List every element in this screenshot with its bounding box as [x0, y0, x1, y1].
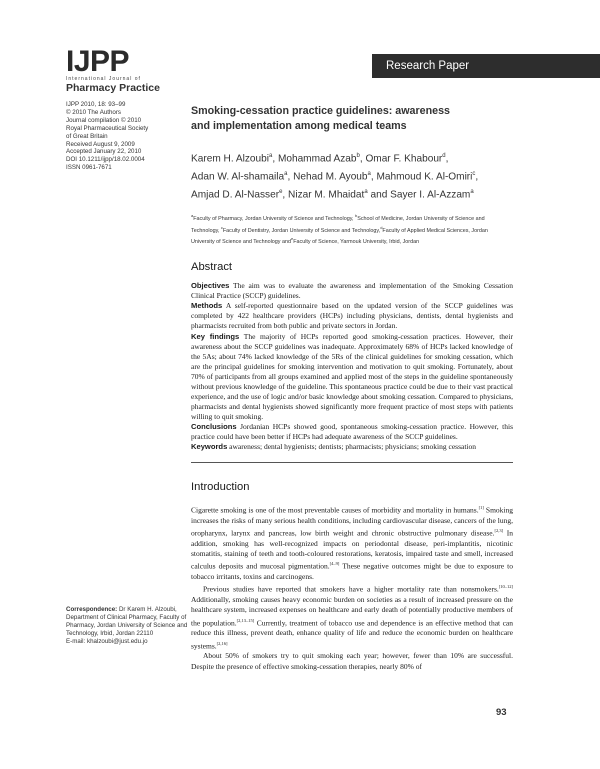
introduction-paragraph [191, 503, 513, 582]
affiliation-mark: b [355, 213, 358, 219]
introduction-heading: Introduction [191, 481, 250, 494]
citation-ref: [4–9] [329, 561, 340, 567]
author-affiliation-mark: d [442, 153, 446, 160]
abstract-text: Jordanian HCPs showed good, spontaneous smoking-cessation practice. However, this practice could have been better if HCPs had adequate awareness of the SCCP guidelines. [191, 421, 513, 441]
author-list: Karem H. Alzoubi$^a$, Mohammad Azab$^b$, Omar F. Khabour$^d$, Adan W. Al-shamaila$^a$, Nehad M. Ayoub$^a$, Mahmoud K. Al-Omiri$^c$, Amjad D. Al-Nasser$^e$, Nizar M. Mhaidat$^a$ and Sayer I. Al-Azzam$^a$ [191, 153, 479, 200]
author-affiliation-mark: c [472, 170, 476, 177]
citation-ref: [2,3] [494, 528, 504, 534]
affiliation-text: Faculty of Pharmacy, Jordan University of Science and Technology, [193, 215, 356, 222]
article-type-banner: Research Paper [372, 54, 600, 78]
abstract-text: awareness; dental hygienists; dentists; pharmacists; physicians; smoking cessation [229, 442, 477, 452]
paragraph-text: Currently, treatment of tobacco use and dependence is an effective method that can reduce this illness, prevent death, enhance quality of life and reduce the economic burden on healthcare systems. [191, 618, 513, 651]
author-name: Adan W. Al-shamaila [191, 171, 285, 183]
correspondence-block [66, 606, 188, 646]
abstract-section [191, 442, 513, 452]
abstract-label: Methods [191, 301, 223, 311]
section-divider [191, 462, 513, 463]
paragraph-text: Additionally, smoking causes heavy economic burden on societies as a result of increased pressure on the healthcare system, increased expenses on healthcare and early death of potentially productive members of the population. [191, 595, 513, 628]
metadata-line: IJPP 2010, 18: 93–99 [66, 101, 126, 108]
abstract-label: Objectives [191, 281, 230, 291]
metadata-line: Journal compilation © 2010 [66, 116, 142, 124]
affiliation-item [291, 236, 420, 246]
abstract-label: Conclusions [191, 421, 237, 431]
author-name: Sayer I. Al-Azzam [390, 188, 471, 200]
affiliation-text: School of Medicine, Jordan University of Science and Technology, [191, 215, 485, 234]
affiliation-mark: a [191, 213, 194, 219]
author-name: Nizar M. Mhaidat [288, 188, 365, 200]
author-affiliation-mark: a [367, 170, 371, 177]
metadata-line: Royal Pharmaceutical Society [66, 124, 149, 132]
abstract-text: A self-reported questionnaire based on the updated version of the SCCP guidelines was completed by 422 healthcare providers (HCPs) including physicians, dentists, dental hygienists and pharmacists recruited from both public and private sectors in Jordan. [191, 301, 514, 331]
author-name: Karem H. Alzoubi [191, 153, 269, 165]
abstract-body [191, 281, 513, 452]
metadata-line: DOI 10.1211/ijpp/18.02.0004 [66, 156, 145, 164]
title-line: and implementation among medical teams [191, 119, 407, 132]
affiliation-mark: c [220, 224, 223, 230]
page-number: 93 [496, 707, 507, 718]
publication-metadata [66, 101, 188, 172]
citation-ref: [1] [478, 505, 484, 511]
abstract-text: The aim was to evaluate the awareness and implementation of the Smoking Cessation Clinical Practice (SCCP) guidelines. [191, 281, 513, 301]
citation-ref: [2,13–15] [236, 617, 255, 623]
introduction-paragraph [191, 651, 513, 672]
journal-logo [66, 45, 176, 94]
title-line: Smoking-cessation practice guidelines: awareness [191, 105, 450, 117]
affiliation-text: Faculty of Applied Medical Sciences, Jordan University of Science and Technology and [191, 227, 488, 246]
paragraph-text: Smoking increases the risks of many serious health conditions, including cardiovascular disease, cancers of the lung, oropharynx, larynx and pancreas, low birth weight and chronic obstructive pulmonary disease. [191, 505, 513, 538]
abstract-section [191, 332, 513, 422]
logo-journal-name: Pharmacy Practice [66, 82, 160, 94]
author-name: Mahmoud K. Al-Omiri [376, 171, 473, 183]
abstract-section [191, 422, 513, 442]
affiliation-item [220, 224, 381, 234]
article-main [191, 104, 513, 672]
logo-subtitle: International Journal of [66, 76, 141, 82]
article-title [191, 104, 513, 133]
affiliation-mark: d [380, 224, 383, 230]
abstract-text: The majority of HCPs reported good smoking-cessation practices. However, their awareness about the SCCP guidelines was inadequate. Approximately 68% of HCPs lacked knowledge of the 5As; about 74% lacked knowledge of the 5Rs of the clinical guidelines for smoking cessation, which are the principal guidelines for smoking intervention and motivation to quit smoking. Fortunately, about 70% of participants from all groups examined and applied most of the steps in the guideline spontaneously without previous knowledge of the guideline. This spontaneous practice could be due to their vast practical experience, and the use of logic and/or basic knowledge about smoking cessation. Compared to physicians, pharmacists and dental hygienists showed significantly more frequent practice of most steps with patients willing to quit smoking. [191, 331, 513, 421]
author-affiliation-mark: e [279, 188, 283, 195]
author-name: Amjad D. Al-Nasser [191, 188, 280, 200]
paragraph-text: Previous studies have reported that smokers have a higher mortality rate than nonsmokers. [203, 584, 499, 594]
author-name: Mohammad Azab [277, 153, 357, 165]
author-affiliation-mark: a [364, 188, 368, 195]
paragraph-text: About 50% of smokers try to quit smoking each year; however, fewer than 10% are successful. Despite the presence of effective smoking-cessation therapies, nearly 80% of [191, 651, 513, 671]
affiliation-text: Faculty of Dentistry, Jordan University of Science and Technology, [222, 227, 381, 234]
metadata-line: Received August 9, 2009 [66, 140, 135, 148]
affiliation-item [191, 213, 356, 222]
abstract-label: Keywords [191, 442, 228, 452]
introduction-body [191, 503, 513, 672]
citation-ref: [2,16] [216, 640, 228, 646]
affiliation-list [191, 212, 513, 247]
abstract-label: Key findings [191, 331, 240, 341]
author-name: Nehad M. Ayoub [293, 171, 368, 183]
citation-ref: [10–12] [498, 584, 513, 590]
introduction-paragraph [191, 582, 513, 651]
correspondence-text: Dr Karem H. Alzoubi, Department of Clinical Pharmacy, Faculty of Pharmacy, Jordan University of Science and Technology, Irbid, Jordan 22110 [66, 606, 188, 637]
correspondence-email: E-mail: khalzoubi@just.edu.jo [66, 638, 148, 645]
paragraph-text: In addition, smoking has well-recognized impacts on periodontal disease, peri-implantitis, nicotinic stomatitis, staining of teeth and tooth-coloured restorations, keratosis, impaired taste and smell, increased calculus deposits and mucosal pigmentation. [191, 528, 513, 571]
abstract-section [191, 301, 513, 331]
metadata-line: of Great Britain [66, 132, 108, 140]
author-affiliation-mark: b [356, 153, 360, 160]
abstract-heading: Abstract [191, 261, 233, 274]
paragraph-text: These negative outcomes might be due to exposure to tobacco irritants, toxins and carcinogens. [191, 561, 514, 582]
metadata-line: ISSN 0961-7671 [66, 164, 112, 172]
metadata-line: Accepted January 22, 2010 [66, 148, 142, 156]
author-name: Omar F. Khabour [365, 153, 443, 165]
paragraph-text: Cigarette smoking is one of the most preventable causes of morbidity and mortality in humans. [191, 505, 479, 515]
affiliation-text: Faculty of Science, Yarmouk University, Irbid, Jordan [293, 239, 420, 246]
correspondence-label: Correspondence: [66, 606, 118, 613]
author-affiliation-mark: a [470, 188, 474, 195]
author-affiliation-mark: a [284, 170, 288, 177]
logo-mark: IJPP [66, 45, 130, 78]
abstract-section [191, 281, 513, 301]
metadata-line: © 2010 The Authors [66, 108, 122, 116]
author-affiliation-mark: a [268, 153, 273, 160]
affiliation-mark: e [291, 236, 294, 242]
